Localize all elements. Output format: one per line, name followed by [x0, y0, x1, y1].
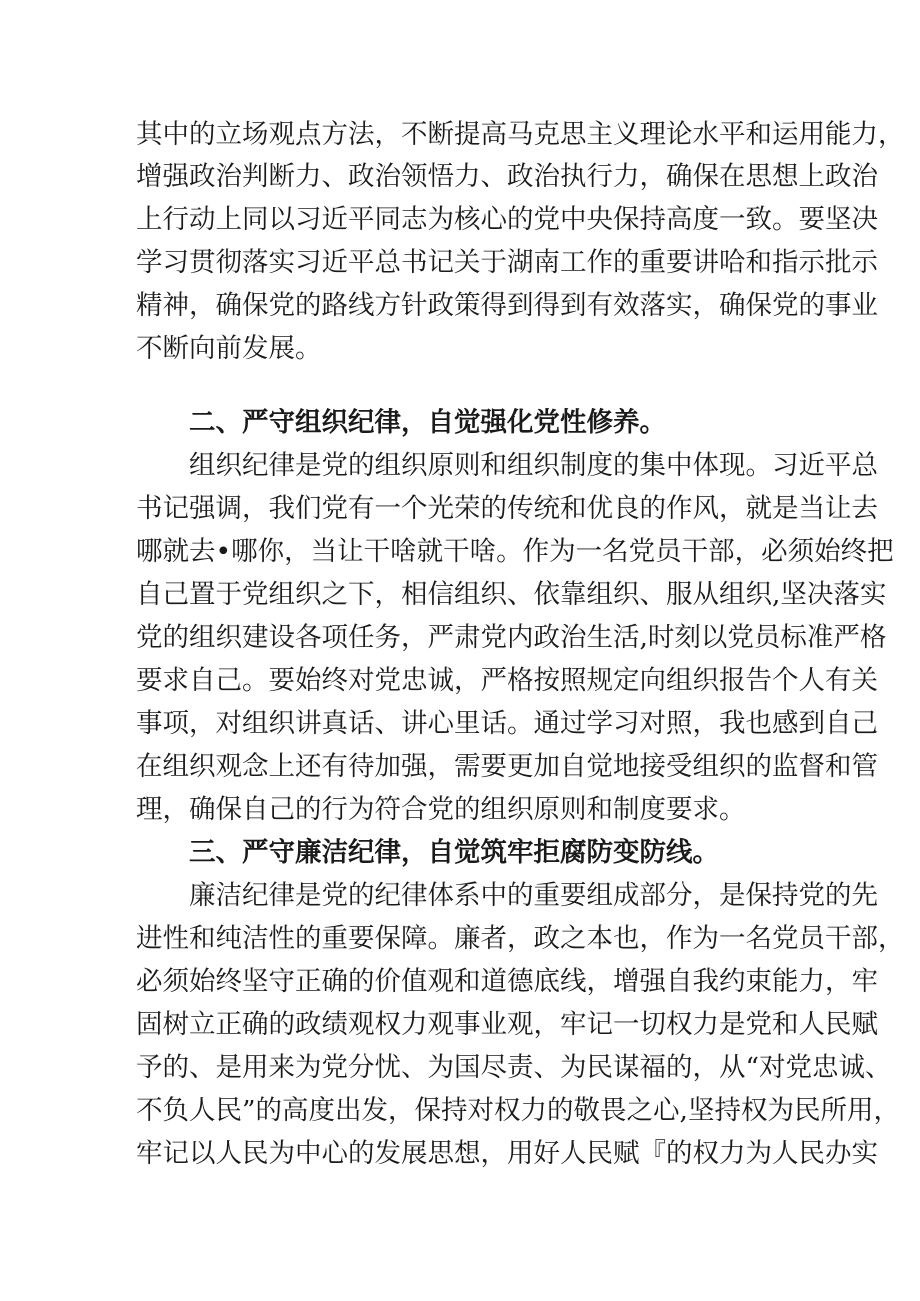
- body-text-line: 自己置于党组织之下，相信组织、依靠组织、服从组织,坚决落实: [136, 579, 887, 610]
- body-text-line: 在组织观念上还有待加强，需要更加自觉地接受组织的监督和管: [136, 751, 878, 782]
- body-text-line: 不断向前发展。: [136, 333, 322, 364]
- body-text-line: 固树立正确的政绩观权力观事业观，牢记一切权力是党和人民赋: [136, 1009, 878, 1040]
- body-text-line: 廉洁纪律是党的纪律体系中的重要组成部分，是保持党的先: [189, 880, 878, 911]
- body-text-line: 予的、是用来为党分忧、为国尽责、为民谋福的，从“对党忠诚、: [136, 1052, 892, 1083]
- body-text-line: 其中的立场观点方法，不断提高马克思主义理论水平和运用能力，: [136, 119, 905, 150]
- body-text-line: 要求自己。要始终对党忠诚，严格按照规定向组织报告个人有关: [136, 665, 878, 696]
- body-text-line: 必须始终坚守正确的价值观和道德底线，增强自我约束能力，牢: [136, 966, 878, 997]
- body-text-line: 组织纪律是党的组织原则和组织制度的集中体现。习近平总: [189, 450, 878, 481]
- body-text-line: 不负人民”的高度出发，保持对权力的敬畏之心,坚持权为民所用，: [136, 1095, 900, 1126]
- body-text-line: 哪就去•哪你，当让干啥就干啥。作为一名党员干部，必须始终把: [136, 536, 894, 567]
- section-heading: 二、严守组织纪律，自觉强化党性修养。: [189, 407, 666, 438]
- body-text-line: 事项，对组织讲真话、讲心里话。通过学习对照，我也感到自己: [136, 708, 878, 739]
- body-text-line: 理，确保自己的行为符合党的组织原则和制度要求。: [136, 794, 746, 825]
- body-text-line: 精神，确保党的路线方针政策得到得到有效落实，确保党的事业: [136, 290, 878, 321]
- body-text-line: 上行动上同以习近平同志为核心的党中央保持高度一致。要坚决: [136, 204, 878, 235]
- body-text-line: 牢记以人民为中心的发展思想，用好人民赋『的权力为人民办实: [136, 1138, 878, 1169]
- section-heading: 三、严守廉洁纪律，自觉筑牢拒腐防变防线。: [189, 837, 719, 868]
- body-text-line: 学习贯彻落实习近平总书记关于湖南工作的重要讲哈和指示批示: [136, 247, 878, 278]
- body-text-line: 增强政治判断力、政治领悟力、政治执行力，确保在思想上政治: [136, 161, 878, 192]
- body-text-line: 书记强调，我们党有一个光荣的传统和优良的作风，就是当让去: [136, 493, 878, 524]
- body-text-line: 党的组织建设各项任务，严肃党内政治生活,时刻以党员标准严格: [136, 622, 887, 653]
- body-text-line: 进性和纯洁性的重要保障。廉者，政之本也，作为一名党员干部，: [136, 923, 905, 954]
